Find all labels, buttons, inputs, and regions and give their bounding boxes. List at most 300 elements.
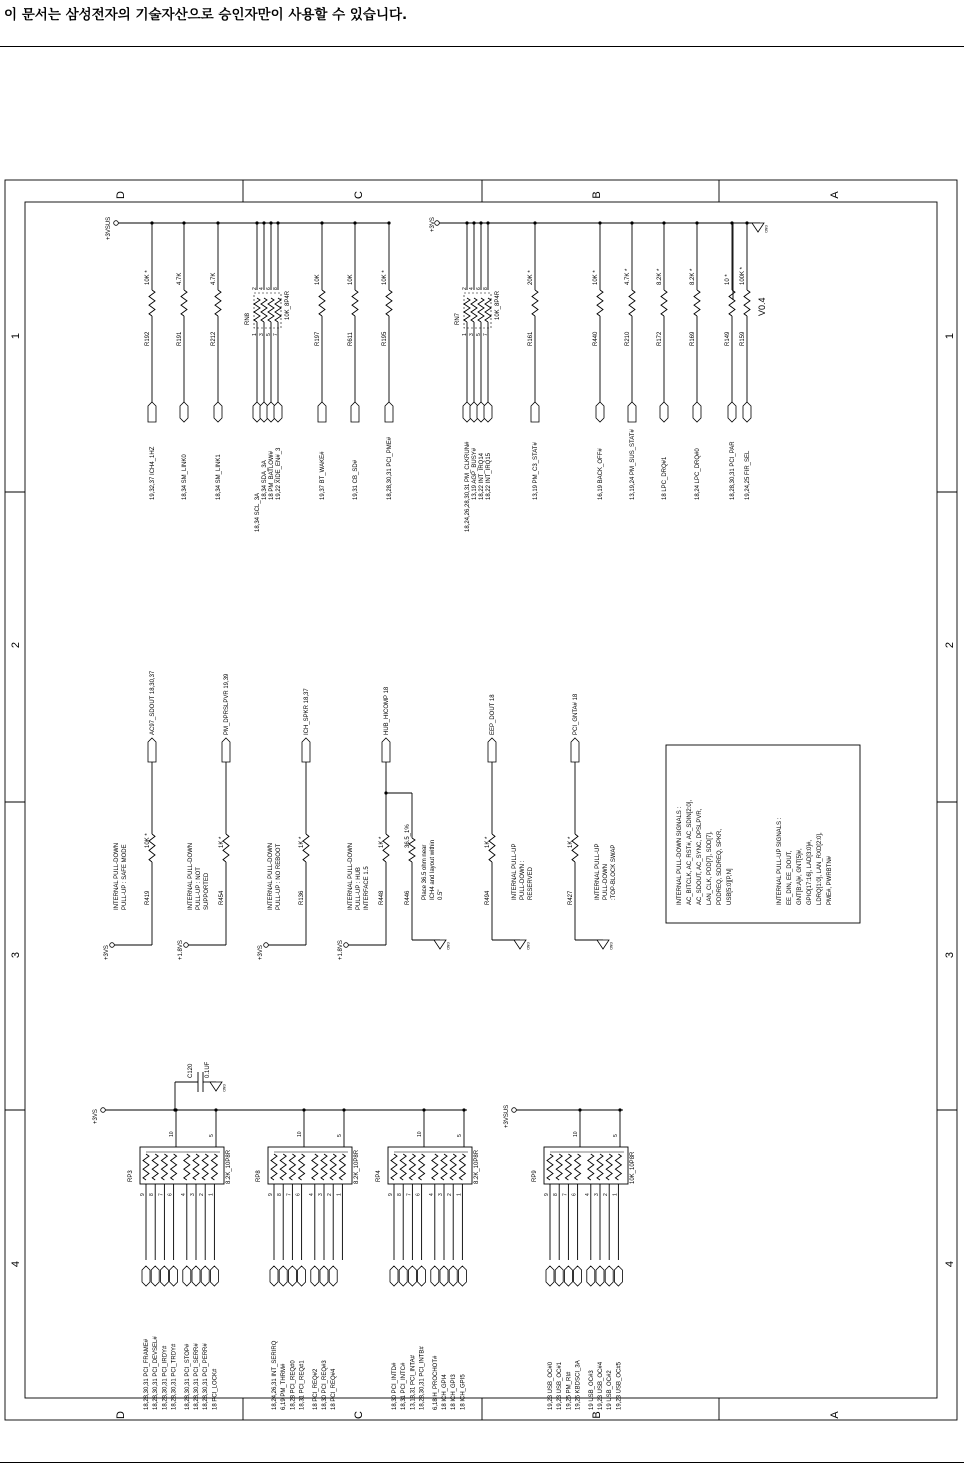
power-terminal	[110, 943, 115, 948]
rpack-rp3-element	[211, 1154, 217, 1180]
rpack-rp9-element	[615, 1154, 621, 1180]
rn8-pin-bottom: 5	[266, 333, 272, 336]
rpack-rp4-element	[441, 1154, 447, 1180]
net-port-flag	[596, 402, 604, 422]
r427-note: INTERNAL PULL-UP	[595, 843, 601, 900]
strap-note: PULL-UP : HUB	[356, 867, 362, 910]
ground-symbol	[514, 940, 530, 950]
strap-note: PULL-UP : NOT	[196, 867, 202, 910]
version-label: V0.4	[757, 297, 767, 316]
net-label: 13,19 PM_C3_STAT#	[533, 442, 539, 500]
rpack-rp4-pin: 1	[456, 1193, 463, 1196]
rn8-pin-bottom: 7	[273, 333, 279, 336]
pull-up-signal-line: EE_DIN, EE_DOUT,	[787, 850, 793, 905]
rpack-rp9-pin: 5	[613, 1134, 619, 1137]
rpack-rp9-element	[597, 1154, 603, 1180]
resistor-r161	[532, 290, 538, 316]
net-port-flag	[160, 1266, 168, 1286]
rpack-rp4-element	[450, 1154, 456, 1180]
net-port-flag	[743, 402, 751, 422]
resistor-ref: R192	[145, 331, 151, 346]
net-port-flag	[531, 402, 539, 422]
strap-rail-label: +3VS	[104, 945, 110, 960]
resistor-r611	[352, 290, 358, 316]
power-terminal	[184, 943, 189, 948]
rn8-pin-top: 4	[259, 287, 265, 290]
pull-up-title: INTERNAL PULL-UP SIGNALS :	[777, 817, 783, 905]
zone-letter-bottom: C	[353, 1411, 365, 1419]
strap-net-label: AC97_SDOUT 18,30,37	[150, 670, 156, 735]
rpack-rp4-pin: 4	[428, 1193, 435, 1196]
net-port-flag	[279, 1266, 287, 1286]
strap-value: 1K *	[299, 836, 305, 848]
strap-ref: R419	[145, 890, 151, 905]
rpack-rp3-pin: 10	[169, 1131, 175, 1137]
rpack-rp3-pin: 3	[190, 1193, 196, 1196]
net-port-flag	[546, 1266, 554, 1286]
strap-note: INTERFACE 1.5	[364, 866, 370, 910]
net-port-flag	[693, 402, 701, 422]
strap-value: 10K *	[145, 833, 151, 848]
rpack-rp9-element	[556, 1154, 562, 1180]
rpack-rp8-pin: 2	[327, 1193, 334, 1196]
zone-letter-bottom: B	[591, 1411, 603, 1419]
rpack-rp9-pin: 10	[573, 1131, 579, 1137]
rpack-rp9-net-label: 19 USB_OC#2	[607, 1370, 614, 1410]
net-port-flag	[201, 1266, 209, 1286]
net-port-flag	[614, 1266, 622, 1286]
net-port-flag	[270, 1266, 278, 1286]
net-port-flag	[142, 1266, 150, 1286]
rpack-rp8-net-label: 18,24,26,31 INT_SERIRQ	[272, 1340, 278, 1410]
rpack-rp3-value: 8.2K_10P8R	[226, 1149, 232, 1184]
c120-ref: C120	[188, 1063, 194, 1078]
rpack-rp4-net-label: 18,28,30,31 PCI_INTB#	[419, 1346, 426, 1410]
strap-note: INTERNAL PULL-DOWN	[348, 842, 354, 910]
strap-note: PULL-UP : SAFE MODE	[122, 844, 128, 910]
pull-down-title: INTERNAL PULL-DOWN SIGNALS :	[677, 806, 683, 905]
rpack-rp8-element	[271, 1154, 277, 1180]
rail-label-3vsus: +3VSUS	[106, 216, 112, 240]
rpack-rp8-element	[321, 1154, 327, 1180]
strap-value: 1K *	[219, 836, 225, 848]
rn8-pin-bottom: 3	[259, 333, 265, 336]
r494-note: INTERNAL PULL-UP	[512, 843, 518, 900]
rpack-rp3-net-label: 18,28,30,31 PCI_TRDY#	[171, 1343, 178, 1410]
rpack-rp9-ref: RP9	[532, 1170, 538, 1182]
net-port-flag	[399, 1266, 407, 1286]
rpack-rp3-element	[193, 1154, 199, 1180]
rpack-rp8-pin: 10	[297, 1131, 303, 1137]
rpack-rp9-value: 10K_10P8R	[630, 1151, 636, 1184]
net-label: 13,19,24 PM_SUS_STAT#	[630, 429, 636, 500]
rpack-rp4-pin: 10	[417, 1131, 423, 1137]
rpack-rp9-pin: 1	[612, 1193, 619, 1196]
net-port-flag	[440, 1266, 448, 1286]
net-port-flag	[318, 402, 326, 422]
r494-net-label: EEP_DOUT 18	[490, 694, 496, 735]
rail-label-3vsus-bottom: +3VSUS	[504, 1104, 510, 1128]
strap-note: INTERNAL PULL-DOWN	[268, 842, 274, 910]
net-label: 18 LPC_DRQ#1	[662, 456, 668, 500]
rpack-rp9-pin: 9	[544, 1193, 550, 1196]
r427-value: 1K *	[568, 836, 574, 848]
strap-ref: R454	[219, 890, 225, 905]
rpack-rp4-pin: 5	[457, 1134, 463, 1137]
net-port-flag	[628, 402, 636, 422]
rpack-rp9-element	[575, 1154, 581, 1180]
net-label: 16,19 BACK_OFF#	[598, 448, 604, 500]
net-port-flag	[488, 738, 496, 762]
r446-note: Place 36.5 ohm near	[422, 844, 428, 900]
rpack-rp4-pin: 7	[406, 1193, 413, 1196]
r446-note: ICH4 and layout within	[430, 839, 436, 900]
junction-dot	[384, 791, 387, 794]
rpack-rp8-pin: 7	[286, 1193, 293, 1196]
rpack-rp8-net-label: 18 PCI_REQ#4	[331, 1368, 338, 1410]
rn8-net-label: 19,22 XIDE_EN#_3	[276, 447, 282, 500]
rpack-rp8-net-label: 18,28 PCI_REQ#0	[290, 1360, 297, 1410]
strap-note: INTERNAL PULL-DOWN	[188, 842, 194, 910]
rpack-rp4-element	[391, 1154, 397, 1180]
rpack-rp9-pin: 2	[603, 1193, 610, 1196]
svg-text:GND: GND	[526, 942, 530, 950]
net-port-flag	[571, 738, 579, 762]
strap-note: PULL-UP : NO REBOOT	[276, 843, 282, 910]
rpack-rp8-net-label: 18 PCI_REQ#2	[312, 1368, 319, 1410]
rpack-rp4-element	[419, 1154, 425, 1180]
rn7-ref: RN7	[455, 312, 461, 325]
net-port-flag	[192, 1266, 200, 1286]
pull-down-signal-line: PDDREQ, SDDREQ, SPKR,	[717, 828, 723, 905]
rpack-rp8-pin: 3	[318, 1193, 324, 1196]
net-label: 19,31 CB_SD#	[353, 459, 359, 500]
rpack-rp4-element	[409, 1154, 415, 1180]
resistor-ref: R195	[382, 331, 388, 346]
r494-note: RESERVED	[528, 867, 534, 900]
rail-label-3vs: +3VS	[430, 217, 436, 232]
rpack-rp9-element	[588, 1154, 594, 1180]
strap-net-label: PM_DPRSLPVR 19,39	[224, 673, 230, 735]
resistor-value: 10K *	[382, 270, 388, 285]
resistor-r440	[597, 290, 603, 316]
net-port-flag	[449, 1266, 457, 1286]
net-port-flag	[148, 738, 156, 762]
resistor-ref: R149	[725, 331, 731, 346]
net-port-flag	[458, 1266, 466, 1286]
net-label: 19,32,37 ICH4_1HZ	[150, 446, 156, 500]
zone-letter-top: D	[115, 191, 127, 199]
rpack-rp3-net-label: 18 PCI_LOCK#	[212, 1368, 219, 1410]
rpack-rp3-element	[143, 1154, 149, 1180]
resistor-value: 4.7K	[211, 272, 217, 285]
rpack-rp3-pin: 8	[149, 1193, 156, 1196]
rpack-rp3-element	[161, 1154, 167, 1180]
rpack-rp4-pin: 6	[415, 1193, 422, 1196]
rpack-rp3-pin: 4	[180, 1193, 187, 1196]
net-port-flag	[183, 1266, 191, 1286]
rpack-rp4-pin: 3	[438, 1193, 444, 1196]
resistor-r159	[744, 290, 750, 316]
power-terminal	[512, 1108, 517, 1113]
resistor-value: 10K	[315, 274, 321, 285]
rn8-pin-top: 2	[252, 287, 258, 290]
resistor-value: 100K *	[740, 266, 746, 285]
r427-note: :TOP-BLOCK SWAP	[611, 844, 617, 900]
rpack-rp9-net-label: 19,23 USB_OC#0	[548, 1361, 554, 1410]
net-port-flag	[484, 402, 492, 422]
rpack-rp8-net-label: 18,31 PCI_REQ#1	[299, 1360, 306, 1410]
r446-value: 36.5_1%	[405, 824, 411, 848]
net-label: 18,28,30,31 PCI_PME#	[387, 436, 393, 500]
net-label: 18,34 SM_LINK0	[182, 454, 188, 500]
rn8-pin-top: 6	[266, 287, 272, 290]
ground-symbol	[210, 1082, 226, 1092]
rpack-rp4-pin: 9	[388, 1193, 394, 1196]
rpack-rp3-net-label: 18,28,30,31 PCI_FRAME#	[144, 1338, 150, 1410]
rn7-pin-bottom: 5	[476, 333, 482, 336]
rpack-rp8-element	[330, 1154, 336, 1180]
net-port-flag	[431, 1266, 439, 1286]
rpack-rp4-element	[432, 1154, 438, 1180]
net-port-flag	[320, 1266, 328, 1286]
rn7-element	[485, 298, 491, 322]
rpack-rp4-net-label: 18 ICH_GPI5	[460, 1374, 467, 1410]
pull-down-signal-line: LAN_CLK, PDD[7], SDD[7],	[707, 831, 713, 905]
net-port-flag	[151, 1266, 159, 1286]
rn8-pin-top: 8	[273, 287, 279, 290]
zone-number-left: 4	[10, 1260, 22, 1268]
pull-up-signal-line: LDRQ[1:0], LAN_RXD[2:0],	[817, 832, 823, 905]
rpack-rp4-net-label: 6,18 H_PROCHOT#	[432, 1355, 439, 1410]
resistor-ref: R210	[625, 331, 631, 346]
net-port-flag	[408, 1266, 416, 1286]
net-port-flag	[605, 1266, 613, 1286]
rpack-rp3-net-label: 18,28,30,31 PCI_STOP#	[184, 1343, 191, 1410]
resistor-r169	[694, 290, 700, 316]
rn7-element	[471, 298, 477, 322]
rpack-rp3-element	[171, 1154, 177, 1180]
rn8-element	[268, 298, 274, 322]
rn7-pin-bottom: 7	[483, 333, 489, 336]
r446-note: 0.5"	[438, 889, 444, 900]
power-terminal	[114, 221, 119, 226]
rpack-rp9-net-label: 19 USB_OC#3	[588, 1370, 595, 1410]
rn7-net-label: 18,24,26,28,30,31 PM_CLKRUN#	[465, 441, 471, 532]
ground-symbol	[597, 940, 613, 950]
resistor-r172	[661, 290, 667, 316]
rn8-value: 10K_8P4R	[285, 290, 291, 320]
strap-net-label: HUB_HICOMP 18	[384, 686, 390, 735]
net-label: 19,37 BT_WAKE#	[320, 451, 326, 500]
rpack-rp3-pin: 1	[208, 1193, 215, 1196]
rpack-rp8-pin: 8	[277, 1193, 284, 1196]
rpack-rp3-pin: 6	[167, 1193, 174, 1196]
net-port-flag	[180, 402, 188, 422]
rn7-net-label: 18,22 INT_IRQ15	[486, 452, 492, 500]
resistor-ref: R611	[348, 332, 354, 346]
strap-ref: R448	[379, 890, 385, 905]
net-port-flag	[170, 1266, 178, 1286]
strap-rail-label: +1.8VS	[338, 940, 344, 960]
rn8-element	[254, 298, 260, 322]
rn7-pin-top: 2	[462, 287, 468, 290]
svg-text:GND: GND	[764, 225, 768, 233]
rail-label-3vs-bottom: +3VS	[93, 1109, 99, 1124]
strap-note: SUPPORTED	[204, 872, 210, 910]
rn7-value: 10K_8P4R	[495, 290, 501, 320]
rpack-rp9-pin: 6	[571, 1193, 578, 1196]
resistor-value: 10K *	[593, 270, 599, 285]
net-label: 18,24 LPC_DRQ#0	[695, 448, 701, 500]
rn7-pin-top: 4	[469, 287, 475, 290]
resistor-value: 8.2K *	[690, 268, 696, 285]
rn7-pin-top: 6	[476, 287, 482, 290]
zone-number-right: 2	[944, 641, 956, 649]
rpack-rp8-element	[289, 1154, 295, 1180]
rn7-net-label: 18,22 INT_IRQ14	[479, 452, 485, 500]
rpack-rp4-net-label: 18 ICH_GPI3	[451, 1374, 458, 1410]
net-port-flag	[288, 1266, 296, 1286]
strap-rail-label: +1.8VS	[178, 940, 184, 960]
rpack-rp9-pin: 3	[594, 1193, 600, 1196]
zone-letter-top: C	[353, 191, 365, 199]
rpack-rp9-net-label: 19,23 USB_OC#4	[598, 1361, 604, 1410]
pull-up-signal-line: GPIO[17:16], LAD[3:0]#,	[807, 839, 813, 905]
rpack-rp8-element	[312, 1154, 318, 1180]
net-port-flag	[148, 402, 156, 422]
rpack-rp9-pin: 4	[584, 1193, 591, 1196]
resistor-ref: R159	[740, 331, 746, 346]
net-port-flag	[302, 738, 310, 762]
rn8-element	[275, 298, 281, 322]
resistor-value: 10K *	[145, 270, 151, 285]
ground-symbol	[752, 223, 768, 233]
rpack-rp4-net-label: 18,30 PCI_INTD#	[392, 1362, 398, 1410]
r494-value: 1K *	[485, 836, 491, 848]
power-terminal	[264, 943, 269, 948]
rpack-rp4-net-label: 13,18,31 PCI_INTA#	[410, 1355, 417, 1410]
net-port-flag	[390, 1266, 398, 1286]
r446-ref: R446	[405, 890, 411, 905]
zone-letter-top: A	[829, 191, 841, 199]
pull-up-signal-line: PME#, PWRBTN#	[827, 855, 833, 905]
resistor-ref: R197	[315, 331, 321, 346]
zone-letter-bottom: D	[115, 1411, 127, 1419]
rpack-rp4-net-label: 18 ICH_GPI4	[442, 1374, 448, 1410]
rpack-rp3-pin: 2	[199, 1193, 206, 1196]
rn8-element	[261, 298, 267, 322]
resistor-r197	[319, 290, 325, 316]
rpack-rp4-net-label: 18,31 PCI_INTC#	[401, 1362, 408, 1410]
rpack-rp3-pin: 5	[209, 1134, 215, 1137]
zone-letter-bottom: A	[829, 1411, 841, 1419]
rpack-rp3-element	[184, 1154, 190, 1180]
rpack-rp4-pin: 2	[447, 1193, 454, 1196]
rn7-net-label: 13,19 AGP_BUSY#	[472, 447, 478, 500]
resistor-ref: R169	[690, 331, 696, 346]
resistor-ref: R161	[528, 331, 534, 346]
pull-down-signal-line: AC_SDOUT, AC_SYNC, DPSLPVR,	[697, 808, 703, 905]
rpack-rp3-ref: RP3	[128, 1170, 134, 1182]
rn7-pin-bottom: 3	[469, 333, 475, 336]
resistor-value: 10K	[348, 274, 354, 285]
rpack-rp3-net-label: 18,28,30,31 PCI_IRDY#	[162, 1345, 169, 1410]
zone-number-right: 3	[944, 951, 956, 959]
ground-symbol	[434, 940, 450, 950]
net-port-flag	[728, 402, 736, 422]
rn7-pin-bottom: 1	[462, 333, 468, 336]
resistor-r149	[729, 290, 735, 316]
net-port-flag	[587, 1266, 595, 1286]
zone-number-left: 3	[10, 951, 22, 959]
rn8-net-label: 18 PM_BATLOW#	[269, 451, 275, 500]
r427-note: PULL-DOWN	[603, 863, 609, 900]
resistor-value: 4.7K *	[625, 268, 631, 285]
rpack-rp8-pin: 4	[308, 1193, 315, 1196]
net-port-flag	[274, 402, 282, 422]
rpack-rp9-element	[606, 1154, 612, 1180]
svg-text:GND: GND	[609, 942, 613, 950]
net-port-flag	[298, 1266, 306, 1286]
rpack-rp3-net-label: 18,28,30,31 PCI_DEVSEL#	[153, 1336, 160, 1410]
rpack-rp9-element	[547, 1154, 553, 1180]
rpack-rp3-pin: 7	[158, 1193, 165, 1196]
net-port-flag	[564, 1266, 572, 1286]
net-port-flag	[555, 1266, 563, 1286]
resistor-r195	[386, 290, 392, 316]
rpack-rp4-value: 8.2K_10P8R	[474, 1149, 480, 1184]
rpack-rp8-pin: 1	[336, 1193, 343, 1196]
rpack-rp9-pin: 8	[553, 1193, 560, 1196]
rpack-rp3-element	[152, 1154, 158, 1180]
rn7-pin-top: 8	[483, 287, 489, 290]
rpack-rp8-net-label: 18,30 PCI_REQ#3	[322, 1360, 328, 1410]
zone-number-left: 1	[10, 332, 22, 340]
resistor-value: 4.7K	[177, 272, 183, 285]
rpack-rp8-pin: 5	[337, 1134, 343, 1137]
rpack-rp9-net-label: 19,25 PM_RI#	[566, 1371, 573, 1410]
zone-letter-top: B	[591, 191, 603, 199]
net-label: 19,24,25 FIR_SEL	[745, 450, 751, 500]
strap-value: 1K *	[379, 836, 385, 848]
zone-number-right: 1	[944, 332, 956, 340]
zone-number-right: 4	[944, 1260, 956, 1268]
pull-up-signal-line: GNT[B:A]#, GNT[5]#,	[797, 848, 803, 905]
net-port-flag	[222, 738, 230, 762]
net-port-flag	[596, 1266, 604, 1286]
net-port-flag	[418, 1266, 426, 1286]
rpack-rp8-element	[339, 1154, 345, 1180]
net-port-flag	[385, 402, 393, 422]
pull-down-signal-line: USB[5:0][P,N]	[727, 868, 733, 905]
r494-ref: R494	[485, 890, 491, 905]
rpack-rp8-pin: 9	[268, 1193, 274, 1196]
rpack-rp4-element	[459, 1154, 465, 1180]
rn7-element	[478, 298, 484, 322]
rpack-rp8-net-label: 6,19 PM_THRM#	[281, 1363, 288, 1410]
rpack-rp9-net-label: 19,26 KBDSCI_3A	[575, 1360, 582, 1410]
net-port-flag	[382, 738, 390, 762]
resistor-value: 20K *	[528, 270, 534, 285]
rpack-rp8-pin: 6	[295, 1193, 302, 1196]
rpack-rp9-element	[565, 1154, 571, 1180]
rpack-rp3-net-label: 18,28,30,31 PCI_SERR#	[194, 1343, 200, 1410]
c120-value: 0.1UF	[205, 1061, 211, 1078]
resistor-r210	[629, 290, 635, 316]
rn8-pin-bottom: 1	[252, 333, 258, 336]
rpack-rp8-element	[299, 1154, 305, 1180]
